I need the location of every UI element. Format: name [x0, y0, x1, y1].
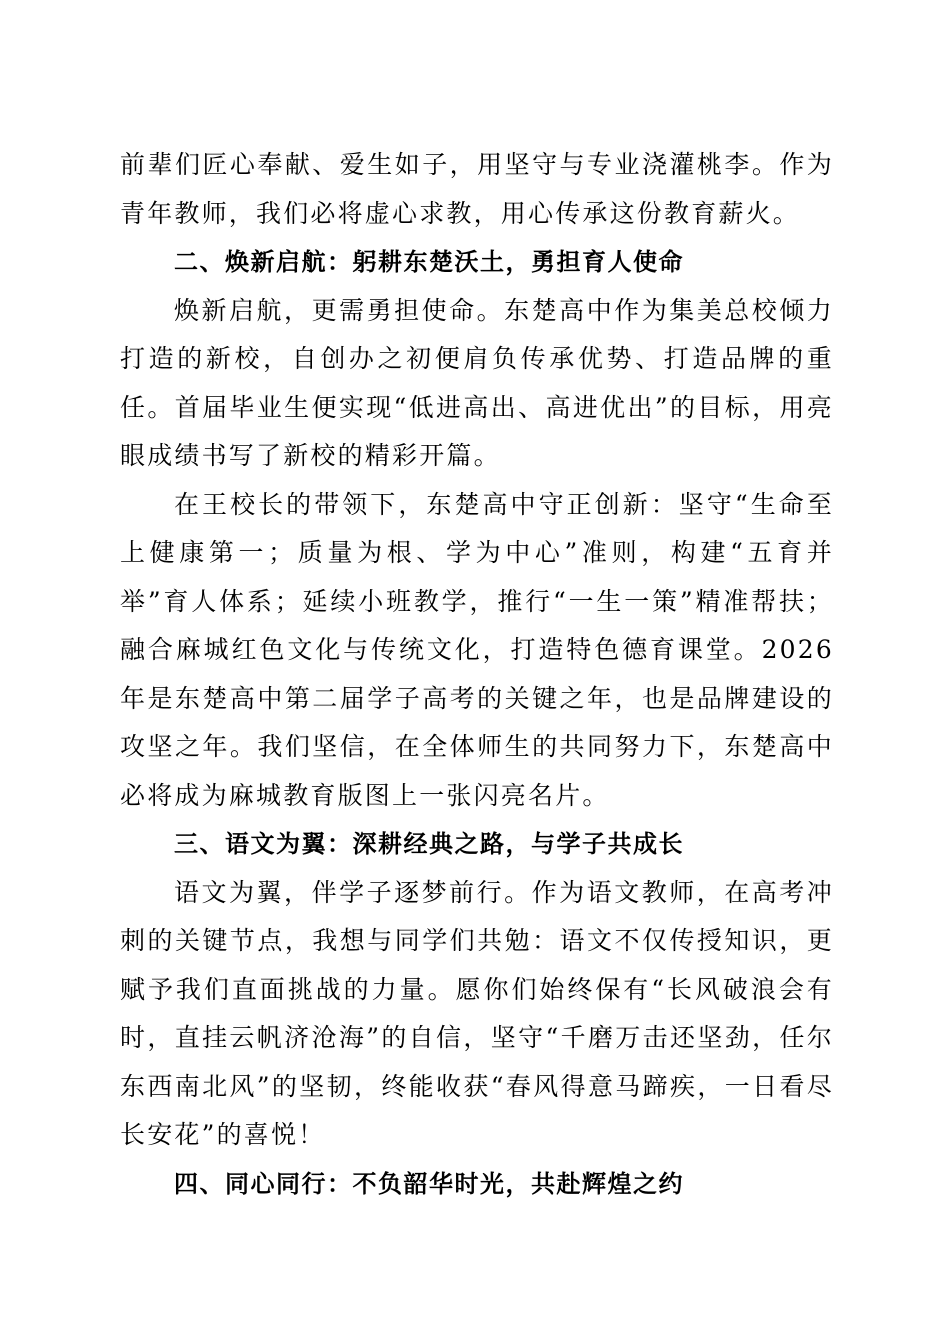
section-heading-4: 四、同心同行：不负韶华时光，共赴辉煌之约 — [174, 1169, 684, 1198]
paragraph: 语文为翼，伴学子逐梦前行。作为语文教师，在高考冲刺的关键节点，我想与同学们共勉：语文不仅传授知识，更赋予我们直面挑战的力量。愿你们始终保有“长风破浪会有时，直挂云帆济沧海”的自信，坚守“千磨万击还坚劲，任尔东西南北风”的坚韧，终能收获“春风得意马蹄疾，一日看尽长安花”的喜悦！ — [120, 877, 834, 1149]
document-body — [120, 141, 834, 1208]
paragraph: 焕新启航，更需勇担使命。东楚高中作为集美总校倾力打造的新校，自创办之初便肩负传承优势、打造品牌的重任。首届毕业生便实现“低进高出、高进优出”的目标，用亮眼成绩书写了新校的精彩开篇。 — [120, 295, 834, 470]
section-heading-2: 二、焕新启航：躬耕东楚沃土，勇担育人使命 — [174, 248, 684, 276]
section-heading-3: 三、语文为翼：深耕经典之路，与学子共成长 — [174, 830, 684, 858]
paragraph-continuation: 前辈们匠心奉献、爱生如子，用坚守与专业浇灌桃李。作为青年教师，我们必将虚心求教，用心传承这份教育薪火。 — [120, 150, 834, 228]
paragraph: 在王校长的带领下，东楚高中守正创新：坚守“生命至上健康第一；质量为根、学为中心”准则，构建“五育并举”育人体系；延续小班教学，推行“一生一策”精准帮扶；融合麻城红色文化与传统文化，打造特色德育课堂。2026年是东楚高中第二届学子高考的关键之年，也是品牌建设的攻坚之年。我们坚信，在全体师生的共同努力下，东楚高中必将成为麻城教育版图上一张闪亮名片。 — [120, 489, 834, 810]
